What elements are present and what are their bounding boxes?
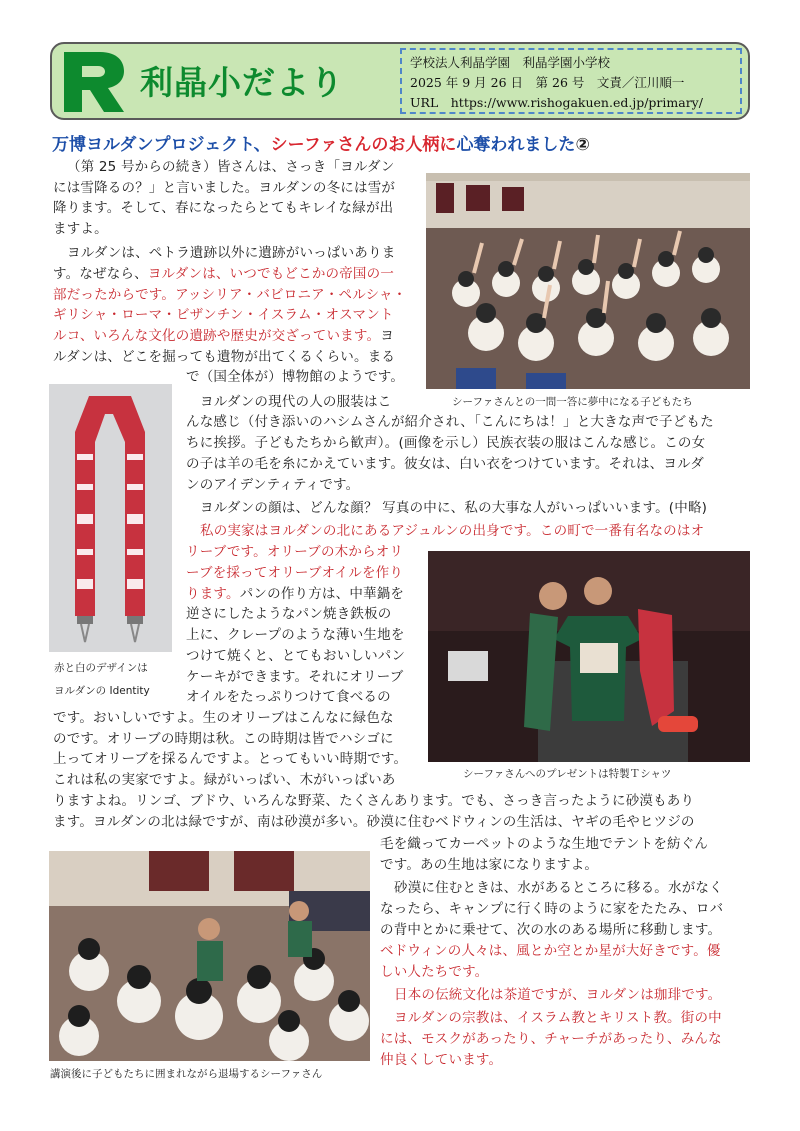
- issue-date: 2025 年 9 月 26 日 第 26 号 文責／江川順一: [410, 75, 685, 90]
- body-line: んな感じ（付き添いのハシムさんが紹介され、「こんにちは！」と大きな声で子どもた: [186, 414, 714, 430]
- school-name: 学校法人利晶学園 利晶学園小学校: [410, 55, 611, 70]
- body-line-highlight: ヨルダンの宗教は、イスラム教とキリスト教。街の中: [394, 1010, 722, 1026]
- tshirt-caption: シーファさんへのプレゼントは特製Ｔシャツ: [463, 768, 672, 780]
- scarf-photo: [49, 384, 172, 652]
- body-line: ますよ。: [53, 221, 108, 237]
- audience-photo: [426, 173, 750, 389]
- body-line: です。あの生地は家になりますよ。: [380, 857, 599, 873]
- body-line: ります。パンの作り方は、中華鍋を: [186, 586, 405, 602]
- body-line-highlight: 仲良くしています。: [380, 1052, 503, 1068]
- body-line: の背中とかに乗せて、次の水のある場所に移動します。: [380, 922, 722, 938]
- body-line: です。おいしいですよ。生のオリーブはこんなに緑色な: [53, 710, 394, 726]
- body-line: ちに挨拶。子どもたちから歓声）。(画像を示し）民族衣装の服はこんな感じ。この女: [186, 435, 706, 451]
- body-line: ヨルダンの現代の人の服装はこ: [200, 394, 392, 410]
- body-line: りますよね。リンゴ、ブドウ、いろんな野菜、たくさんあります。でも、さっき言ったように砂漠もあり: [53, 793, 695, 809]
- body-line: なったら、キャンプに行く時のように家をたたみ、ロバ: [380, 901, 724, 917]
- audience-caption: シーファさんとの一問一答に夢中になる子どもたち: [452, 396, 693, 408]
- body-line: ルダンは、どこを掘っても遺物が出てくるくらい。まる: [53, 349, 396, 365]
- exit-photo: [49, 851, 370, 1061]
- body-line: ヨルダンの顔は、どんな顔？ 写真の中に、私の大事な人がいっぱいいます。(中略): [200, 500, 708, 516]
- body-line: これは私の実家ですよ。緑がいっぱい、木がいっぱいあ: [53, 772, 396, 788]
- body-line-highlight: ベドウィンの人々は、風とか空とか星が大好きです。優: [380, 943, 721, 959]
- body-line: のです。オリーブの時期は秋。この時期は皆でハシゴに: [53, 731, 394, 747]
- body-line: で（国全体が）博物館のようです。: [186, 369, 405, 385]
- body-line-highlight: 私の実家はヨルダンの北にあるアジュルンの出身です。この町で一番有名なのはオ: [200, 523, 705, 539]
- body-line-highlight: リーブです。オリーブの木からオリ: [186, 544, 404, 560]
- headline-part2: シーファさんのお人柄に: [270, 135, 457, 155]
- body-line: 砂漠に住むときは、水があるところに移る。水がなく: [394, 880, 723, 896]
- body-line: ケーキができます。それにオリーブ: [186, 669, 404, 685]
- body-line: ます。ヨルダンの北は緑ですが、南は砂漠が多い。砂漠に住むベドウィンの生活は、ヤギの毛やヒツジの: [53, 814, 695, 830]
- letter-r-logo-icon: [60, 50, 126, 114]
- body-line-highlight: しい人たちです。: [380, 964, 489, 980]
- body-line-highlight: ギリシャ・ローマ・ビザンチン・イスラム・オスマント: [53, 307, 394, 323]
- body-line: 逆さにしたようなパン焼き鉄板の: [186, 606, 392, 622]
- body-line: す。なぜなら、ヨルダンは、いつでもどこかの帝国の一: [53, 266, 395, 282]
- body-line-highlight: 部だったからです。アッシリア・バビロニア・ペルシャ・: [53, 287, 407, 303]
- school-url: URL https://www.rishogakuen.ed.jp/primary/: [410, 95, 703, 110]
- body-line: 上に、クレープのような薄い生地を: [186, 627, 405, 643]
- newsletter-title: 利晶小だより: [140, 63, 344, 102]
- body-line-highlight: には、モスクがあったり、チャーチがあったり、みんな: [380, 1031, 722, 1047]
- body-line: つけて焼くと、とてもおいしいパン: [186, 648, 406, 664]
- body-line-highlight: 日本の伝統文化は茶道ですが、ヨルダンは珈琲です。: [394, 987, 722, 1003]
- exit-caption: 講演後に子どもたちに囲まれながら退場するシーファさん: [50, 1068, 323, 1080]
- body-line: には雪降るの？」と言いました。ヨルダンの冬には雪が: [53, 180, 396, 196]
- body-line: ヨルダンは、ペトラ遺跡以外に遺跡がいっぱいありま: [67, 245, 396, 261]
- tshirt-photo: [428, 551, 750, 762]
- body-line: 上ってオリーブを採るんですよ。とってもいい時期です。: [53, 751, 408, 767]
- scarf-caption-line1: 赤と白のデザインは: [54, 662, 148, 674]
- body-line: 毛を織ってカーペットのような生地でテントを紡ぐん: [380, 836, 709, 852]
- body-line: ンのアイデンティティです。: [186, 477, 360, 493]
- headline-part4: ②: [575, 135, 590, 155]
- headline: [52, 130, 590, 155]
- headline-part1: 万博ヨルダンプロジェクト、: [52, 135, 271, 155]
- scarf-caption-line2: ヨルダンの Identity: [54, 685, 150, 697]
- headline-part3: 心奪われました: [456, 135, 576, 155]
- body-line: オイルをたっぷりつけて食べるの: [186, 689, 391, 705]
- body-line: の子は羊の毛を糸にかえています。彼女は、白い衣をつけています。それは、ヨルダ: [186, 456, 704, 472]
- body-line-highlight: ーブを採ってオリーブオイルを作り: [186, 565, 404, 581]
- issue-info-box: [400, 48, 742, 114]
- body-line: 降ります。そして、春になったらとてもキレイな緑が出: [53, 200, 394, 216]
- body-line: （第 25 号からの続き）皆さんは、さっき「ヨルダン: [67, 159, 395, 175]
- body-line: ルコ、いろんな文化の遺跡や歴史が交ざっています。ヨ: [53, 328, 394, 344]
